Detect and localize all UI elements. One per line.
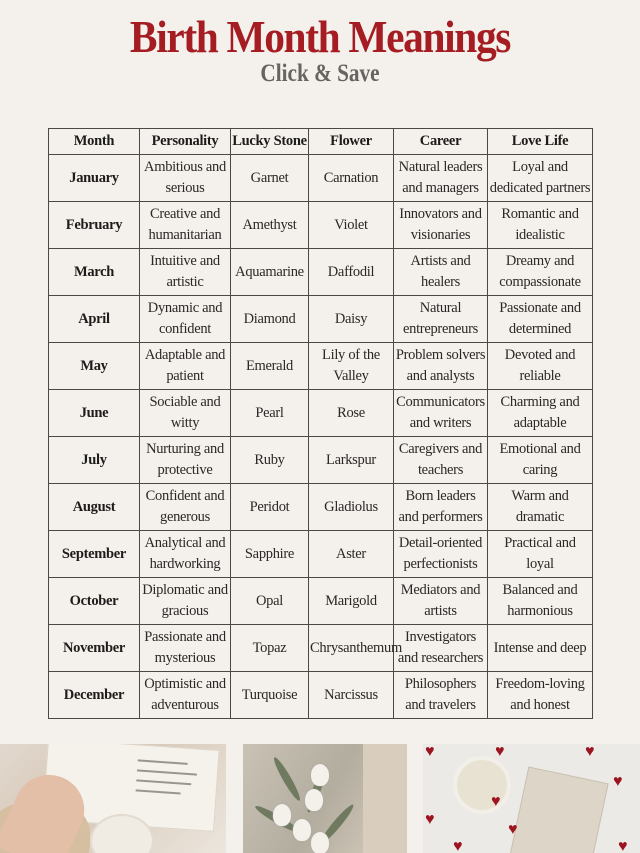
love-life-cell: Emotional and caring [488, 437, 593, 484]
career-cell: Communicators and writers [394, 390, 488, 437]
flower-cell: Aster [309, 531, 394, 578]
career-cell: Innovators and visionaries [394, 202, 488, 249]
lucky-stone-cell: Amethyst [231, 202, 309, 249]
heart-icon: ♥ [425, 811, 435, 828]
column-header-personality: Personality [140, 129, 231, 155]
career-cell: Investigators and researchers [394, 625, 488, 672]
personality-cell: Adaptable and patient [140, 343, 231, 390]
personality-cell: Nurturing and protective [140, 437, 231, 484]
career-cell: Problem solvers and analysts [394, 343, 488, 390]
table-row [49, 390, 593, 437]
love-life-cell: Balanced and harmonious [488, 578, 593, 625]
column-header-career: Career [394, 129, 488, 155]
table-row [49, 625, 593, 672]
career-cell: Philosophers and travelers [394, 672, 488, 719]
month-cell: June [49, 390, 140, 437]
column-header-love-life: Love Life [488, 129, 593, 155]
fabric-backdrop [363, 744, 407, 853]
personality-cell: Diplomatic and gracious [140, 578, 231, 625]
heart-icon: ♥ [425, 744, 435, 760]
personality-cell: Creative and humanitarian [140, 202, 231, 249]
hearts-coffee-journal-photo [423, 744, 640, 853]
love-life-cell: Practical and loyal [488, 531, 593, 578]
personality-cell: Analytical and hardworking [140, 531, 231, 578]
tulip-flower [273, 804, 291, 826]
heart-icon: ♥ [495, 744, 505, 760]
cocoa-mug-image [453, 756, 511, 814]
heart-icon: ♥ [613, 773, 623, 790]
photo-strip [0, 744, 640, 853]
month-cell: August [49, 484, 140, 531]
flower-cell: Daffodil [309, 249, 394, 296]
flower-cell: Daisy [309, 296, 394, 343]
personality-cell: Dynamic and confident [140, 296, 231, 343]
lucky-stone-cell: Turquoise [231, 672, 309, 719]
table-row [49, 249, 593, 296]
column-header-lucky-stone: Lucky Stone [231, 129, 309, 155]
lucky-stone-cell: Garnet [231, 155, 309, 202]
lucky-stone-cell: Peridot [231, 484, 309, 531]
flower-cell: Violet [309, 202, 394, 249]
table-row [49, 296, 593, 343]
lucky-stone-cell: Emerald [231, 343, 309, 390]
book-text-line [138, 759, 188, 764]
table-row [49, 155, 593, 202]
column-header-month: Month [49, 129, 140, 155]
personality-cell: Intuitive and artistic [140, 249, 231, 296]
career-cell: Detail-oriented perfectionists [394, 531, 488, 578]
love-life-cell: Freedom-loving and honest [488, 672, 593, 719]
heart-icon: ♥ [585, 744, 595, 760]
journal-book-image [509, 766, 608, 853]
lucky-stone-cell: Opal [231, 578, 309, 625]
month-cell: April [49, 296, 140, 343]
book-text-line [136, 779, 191, 785]
column-header-flower: Flower [309, 129, 394, 155]
love-life-cell: Passionate and determined [488, 296, 593, 343]
love-life-cell: Charming and adaptable [488, 390, 593, 437]
tulip-flower [311, 764, 329, 786]
birth-month-table [48, 128, 593, 719]
table-row [49, 531, 593, 578]
heart-icon: ♥ [491, 793, 501, 810]
love-life-cell: Devoted and reliable [488, 343, 593, 390]
heart-icon: ♥ [508, 821, 518, 838]
lucky-stone-cell: Topaz [231, 625, 309, 672]
table-row [49, 672, 593, 719]
page-subtitle: Click & Save [260, 60, 380, 87]
month-cell: January [49, 155, 140, 202]
lucky-stone-cell: Ruby [231, 437, 309, 484]
flower-cell: Narcissus [309, 672, 394, 719]
white-tulips-photo [243, 744, 407, 853]
tulip-flower [311, 832, 329, 853]
flower-cell: Chrysanthemum [309, 625, 394, 672]
month-cell: May [49, 343, 140, 390]
personality-cell: Ambitious and serious [140, 155, 231, 202]
heart-icon: ♥ [618, 838, 628, 853]
personality-cell: Optimistic and adventurous [140, 672, 231, 719]
flower-cell: Lily of the Valley [309, 343, 394, 390]
table-row [49, 484, 593, 531]
career-cell: Natural entrepreneurs [394, 296, 488, 343]
career-cell: Caregivers and teachers [394, 437, 488, 484]
flower-cell: Rose [309, 390, 394, 437]
lucky-stone-cell: Pearl [231, 390, 309, 437]
personality-cell: Passionate and mysterious [140, 625, 231, 672]
book-text-line [136, 789, 181, 794]
lucky-stone-cell: Sapphire [231, 531, 309, 578]
book-text-line [137, 769, 197, 775]
month-cell: November [49, 625, 140, 672]
career-cell: Natural leaders and managers [394, 155, 488, 202]
flower-cell: Marigold [309, 578, 394, 625]
book-coffee-photo [0, 744, 226, 853]
love-life-cell: Dreamy and compassionate [488, 249, 593, 296]
flower-cell: Gladiolus [309, 484, 394, 531]
month-cell: December [49, 672, 140, 719]
heart-icon: ♥ [453, 838, 463, 853]
lucky-stone-cell: Diamond [231, 296, 309, 343]
love-life-cell: Warm and dramatic [488, 484, 593, 531]
month-cell: July [49, 437, 140, 484]
love-life-cell: Loyal and dedicated partners [488, 155, 593, 202]
page-title: Birth Month Meanings [129, 11, 511, 62]
career-cell: Born leaders and performers [394, 484, 488, 531]
table-row [49, 343, 593, 390]
love-life-cell: Intense and deep [488, 625, 593, 672]
career-cell: Mediators and artists [394, 578, 488, 625]
personality-cell: Confident and generous [140, 484, 231, 531]
tulip-flower [305, 789, 323, 811]
table-header-row [49, 129, 593, 155]
month-cell: February [49, 202, 140, 249]
flower-cell: Larkspur [309, 437, 394, 484]
month-cell: September [49, 531, 140, 578]
tulip-flower [293, 819, 311, 841]
personality-cell: Sociable and witty [140, 390, 231, 437]
career-cell: Artists and healers [394, 249, 488, 296]
month-cell: March [49, 249, 140, 296]
month-cell: October [49, 578, 140, 625]
table-row [49, 578, 593, 625]
table-row [49, 202, 593, 249]
tulip-leaf [271, 755, 303, 802]
table-row [49, 437, 593, 484]
love-life-cell: Romantic and idealistic [488, 202, 593, 249]
flower-cell: Carnation [309, 155, 394, 202]
lucky-stone-cell: Aquamarine [231, 249, 309, 296]
